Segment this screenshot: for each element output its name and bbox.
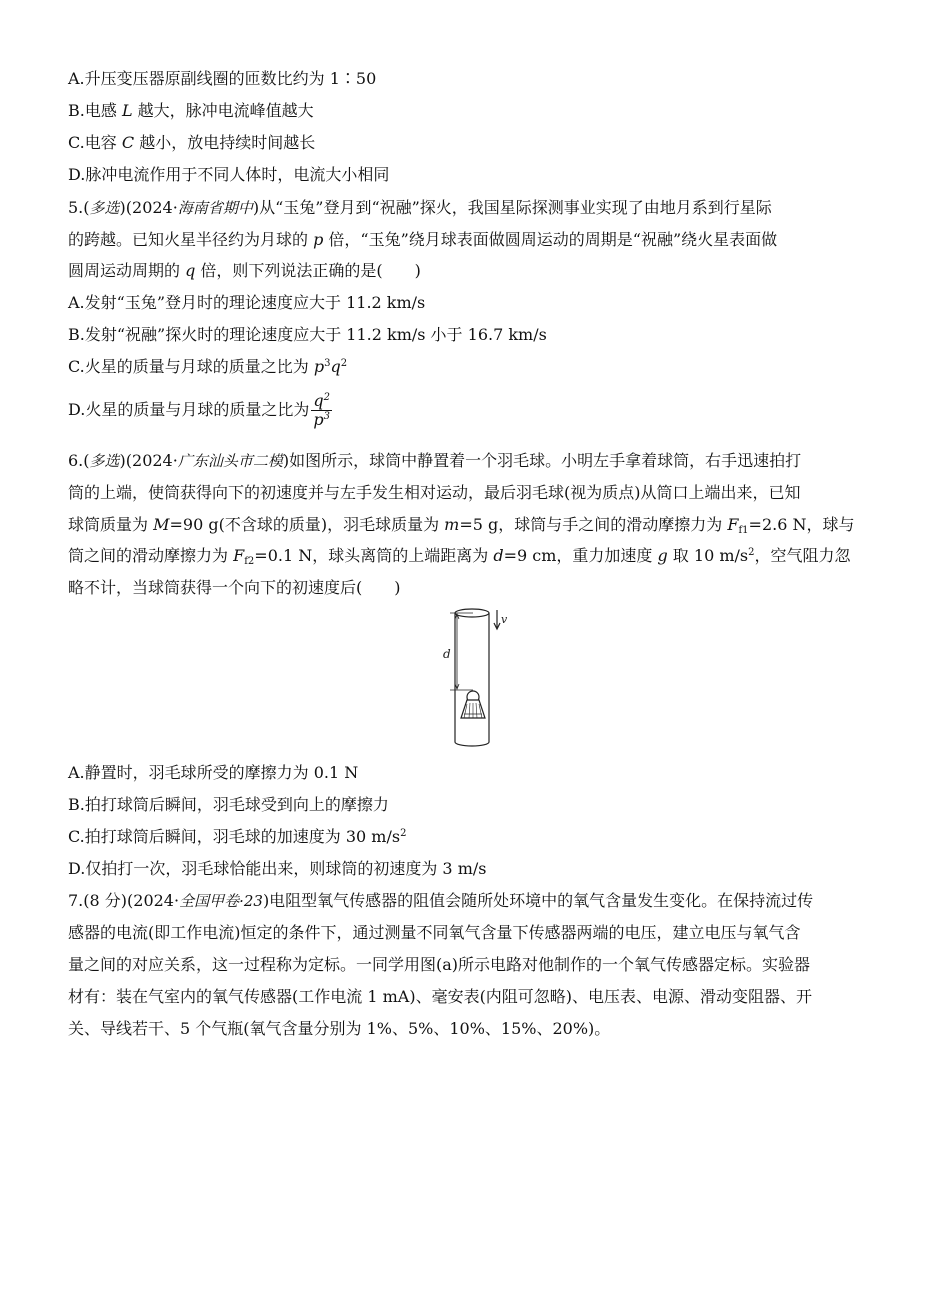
var-l: L	[121, 101, 133, 120]
question-source: 全国甲卷·23	[179, 892, 263, 910]
fraction-denominator	[311, 411, 332, 429]
shuttlecock-tube-figure	[440, 606, 520, 751]
question-source: 广东汕头市二模	[177, 452, 283, 470]
var-q: q	[313, 391, 324, 410]
var-d: d	[493, 546, 504, 565]
q6-stem-line3	[68, 514, 854, 536]
text: 5.(	[68, 198, 90, 217]
var-f: F	[727, 515, 739, 534]
text: B.电感	[68, 101, 122, 120]
q6-stem-line4	[68, 545, 851, 567]
fraction	[311, 392, 332, 429]
question-source: 海南省期中	[177, 199, 253, 217]
text: =5 g，球筒与手之间的滑动摩擦力为	[459, 515, 728, 534]
subscript: f2	[244, 556, 255, 567]
q7-stem-line2: 感器的电流(即工作电流)恒定的条件下，通过测量不同氧气含量下传感器两端的电压，建立电压与氧气含	[68, 923, 801, 942]
q6-stem-line1	[68, 450, 801, 472]
var-c: C	[121, 133, 135, 152]
exponent: 2	[323, 392, 330, 403]
q6-option-a: A.静置时，羽毛球所受的摩擦力为 0.1 N	[68, 763, 359, 782]
question-tag: 多选	[89, 452, 120, 470]
q7-stem-line4: 材有：装在气室内的氧气传感器(工作电流 1 mA)、毫安表(内阻可忽略)、电压表、电源、滑动变阻器、开	[68, 987, 813, 1006]
q5-option-c	[68, 356, 347, 378]
text: 7.(8 分)(2024·	[68, 891, 180, 910]
var-q: q	[185, 261, 196, 280]
subscript: f1	[738, 525, 749, 536]
exponent: 2	[400, 828, 407, 839]
exponent: 3	[323, 411, 330, 422]
var-p: p	[313, 410, 324, 429]
text: 圆周运动周期的	[68, 261, 186, 280]
question-tag: 多选	[89, 199, 120, 217]
text: )(2024·	[119, 198, 178, 217]
text: ，空气阻力忽	[754, 546, 851, 565]
text: 的跨越。已知火星半径约为月球的	[68, 230, 314, 249]
q7-stem-line5: 关、导线若干、5 个气瓶(氧气含量分别为 1%、5%、10%、15%、20%)。	[68, 1019, 611, 1038]
text: 6.(	[68, 451, 90, 470]
tube-bottom-rim	[455, 742, 489, 746]
q5-stem-line3	[68, 260, 421, 282]
q4-option-a: A.升压变压器原副线圈的匝数比约为 1∶50	[68, 69, 377, 88]
var-q: q	[330, 357, 341, 376]
text: )如图所示，球筒中静置着一个羽毛球。小明左手拿着球筒，右手迅速拍打	[282, 451, 802, 470]
text: C.电容	[68, 133, 122, 152]
q6-option-d: D.仅拍打一次，羽毛球恰能出来，则球筒的初速度为 3 m/s	[68, 859, 487, 878]
text: C.火星的质量与月球的质量之比为	[68, 357, 314, 376]
var-g: g	[657, 546, 668, 565]
text: =0.1 N，球头离筒的上端距离为	[254, 546, 494, 565]
exponent: 2	[748, 547, 755, 558]
var-p: p	[313, 230, 324, 249]
q5-stem-line1	[68, 197, 772, 219]
q6-option-c	[68, 826, 406, 848]
q5-stem-line2	[68, 229, 777, 251]
q6-stem-line5: 略不计，当球筒获得一个向下的初速度后( )	[68, 578, 401, 597]
text: 越大，脉冲电流峰值越大	[132, 101, 314, 120]
text: 倍，“玉兔”绕月球表面做圆周运动的周期是“祝融”绕火星表面做	[323, 230, 778, 249]
text: C.拍打球筒后瞬间，羽毛球的加速度为 30 m/s	[68, 827, 401, 846]
q4-option-c	[68, 132, 315, 154]
text: 倍，则下列说法正确的是( )	[195, 261, 421, 280]
q4-option-b	[68, 100, 314, 122]
exponent: 2	[340, 358, 348, 369]
fraction-numerator	[311, 392, 332, 411]
text: =2.6 N，球与	[748, 515, 855, 534]
label-v: v	[501, 613, 508, 626]
text: =90 g(不含球的质量)，羽毛球质量为	[169, 515, 445, 534]
q6-stem-line2: 筒的上端，使筒获得向下的初速度并与左手发生相对运动，最后羽毛球(视为质点)从筒口上端出来，已知	[68, 483, 801, 502]
text: D.火星的质量与月球的质量之比为	[68, 400, 310, 419]
q7-stem-line3: 量之间的对应关系，这一过程称为定标。一同学用图(a)所示电路对他制作的一个氧气传感器定标。实验器	[68, 955, 811, 974]
q6-option-b: B.拍打球筒后瞬间，羽毛球受到向上的摩擦力	[68, 795, 389, 814]
label-d: d	[443, 647, 451, 661]
text: )电阻型氧气传感器的阻值会随所处环境中的氧气含量发生变化。在保持流过传	[262, 891, 814, 910]
var-f: F	[233, 546, 245, 565]
q7-stem-line1	[68, 890, 813, 912]
var-p: p	[313, 357, 325, 376]
text: 越小，放电持续时间越长	[134, 133, 316, 152]
text: 筒之间的滑动摩擦力为	[68, 546, 234, 565]
q5-option-d	[68, 392, 332, 429]
q4-option-d: D.脉冲电流作用于不同人体时，电流大小相同	[68, 165, 390, 184]
text: )(2024·	[119, 451, 178, 470]
var-m: m	[444, 515, 460, 534]
q5-option-b: B.发射“祝融”探火时的理论速度应大于 11.2 km/s 小于 16.7 km/s	[68, 325, 547, 344]
text: 球筒质量为	[68, 515, 154, 534]
text: =9 cm，重力加速度	[503, 546, 658, 565]
q5-option-a: A.发射“玉兔”登月时的理论速度应大于 11.2 km/s	[68, 293, 426, 312]
text: )从“玉兔”登月到“祝融”探火，我国星际探测事业实现了由地月系到行星际	[252, 198, 772, 217]
text: 取 10 m/s	[667, 546, 749, 565]
exponent: 3	[324, 358, 331, 369]
var-m-upper: M	[153, 515, 170, 534]
